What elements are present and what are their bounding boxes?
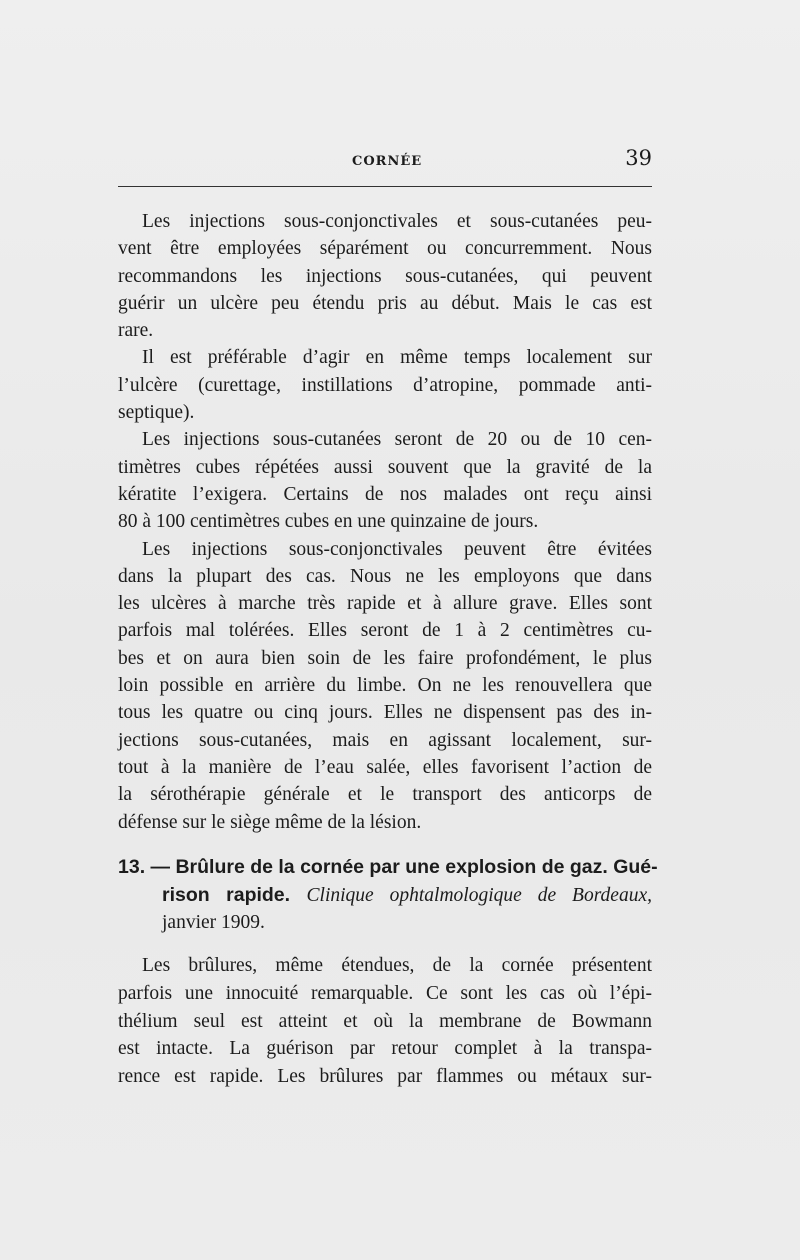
text-line: Les injections sous-cutanées seront de 20 ou de 10 cen- xyxy=(142,429,652,451)
article-title: Brûlure de la cornée par une explosion de gaz. Gué- xyxy=(175,856,658,878)
text-line: rence est rapide. Les brûlures par flammes ou métaux sur- xyxy=(118,1066,652,1088)
text-line: tout à la manière de l’eau salée, elles favorisent l’action de xyxy=(118,756,652,778)
article-source: Clinique ophtalmologique de Bordeaux, xyxy=(306,884,652,906)
paragraph-2 xyxy=(118,344,652,426)
text-line: guérir un ulcère peu étendu pris au début. Mais le cas est xyxy=(118,292,652,314)
text-line: vent être employées séparément ou concurremment. Nous xyxy=(118,238,652,260)
text-line: jections sous-cutanées, mais en agissant localement, sur- xyxy=(118,729,652,751)
text-line: Les injections sous-conjonctivales et sous-cutanées peu- xyxy=(142,211,652,232)
running-head xyxy=(118,146,652,178)
text-line: dans la plupart des cas. Nous ne les employons que dans xyxy=(118,565,652,587)
article-body xyxy=(118,952,652,1091)
text-line: Les injections sous-conjonctivales peuvent être évitées xyxy=(142,538,652,560)
paragraph-4 xyxy=(118,536,652,836)
text-line: timètres cubes répétées aussi souvent que la gravité de la xyxy=(118,456,652,478)
text-line: thélium seul est atteint et où la membrane de Bowmann xyxy=(118,1010,652,1032)
article-number: 13. — xyxy=(118,856,171,878)
text-line: la sérothérapie générale et le transport des anticorps de xyxy=(118,784,652,806)
article-title-line-2 xyxy=(118,882,652,910)
text-line: l’ulcère (curettage, instillations d’atropine, pommade anti- xyxy=(118,374,652,396)
article-title-end: rison rapide. xyxy=(162,883,291,906)
text-line: recommandons les injections sous-cutanées, qui peuvent xyxy=(118,265,652,287)
text-line: septique). xyxy=(118,402,195,424)
text-line: Il est préférable d’agir en même temps localement sur xyxy=(142,347,652,369)
text-line: parfois mal tolérées. Elles seront de 1 à 2 centimètres cu- xyxy=(118,620,652,642)
paragraph-3 xyxy=(118,426,652,535)
running-title: CORNÉE xyxy=(352,154,423,169)
text-line: est intacte. La guérison par retour complet à la transpa- xyxy=(118,1038,652,1060)
text-line: bes et on aura bien soin de les faire profondément, le plus xyxy=(118,647,652,669)
article-date: janvier 1909. xyxy=(162,912,265,933)
text-line: défense sur le siège même de la lésion. xyxy=(118,811,422,833)
article-title-line-1 xyxy=(118,854,658,882)
article-heading xyxy=(118,854,658,937)
text-line: rare. xyxy=(118,320,154,342)
text-line: tous les quatre ou cinq jours. Elles ne dispensent pas des in- xyxy=(118,702,652,724)
body-text xyxy=(118,208,652,836)
text-line: kératite l’exigera. Certains de nos malades ont reçu ainsi xyxy=(118,483,652,505)
paragraph-1 xyxy=(118,208,652,344)
text-line: parfois une innocuité remarquable. Ce sont les cas où l’épi- xyxy=(118,982,652,1004)
page-number: 39 xyxy=(625,146,652,170)
text-line: les ulcères à marche très rapide et à allure grave. Elles sont xyxy=(118,593,652,615)
text-line: 80 à 100 centimètres cubes en une quinzaine de jours. xyxy=(118,511,539,533)
text-line: loin possible en arrière du limbe. On ne les renouvellera que xyxy=(118,675,652,697)
article-date-line xyxy=(118,909,652,937)
header-rule xyxy=(118,186,652,187)
text-line: Les brûlures, même étendues, de la cornée présentent xyxy=(142,955,652,976)
